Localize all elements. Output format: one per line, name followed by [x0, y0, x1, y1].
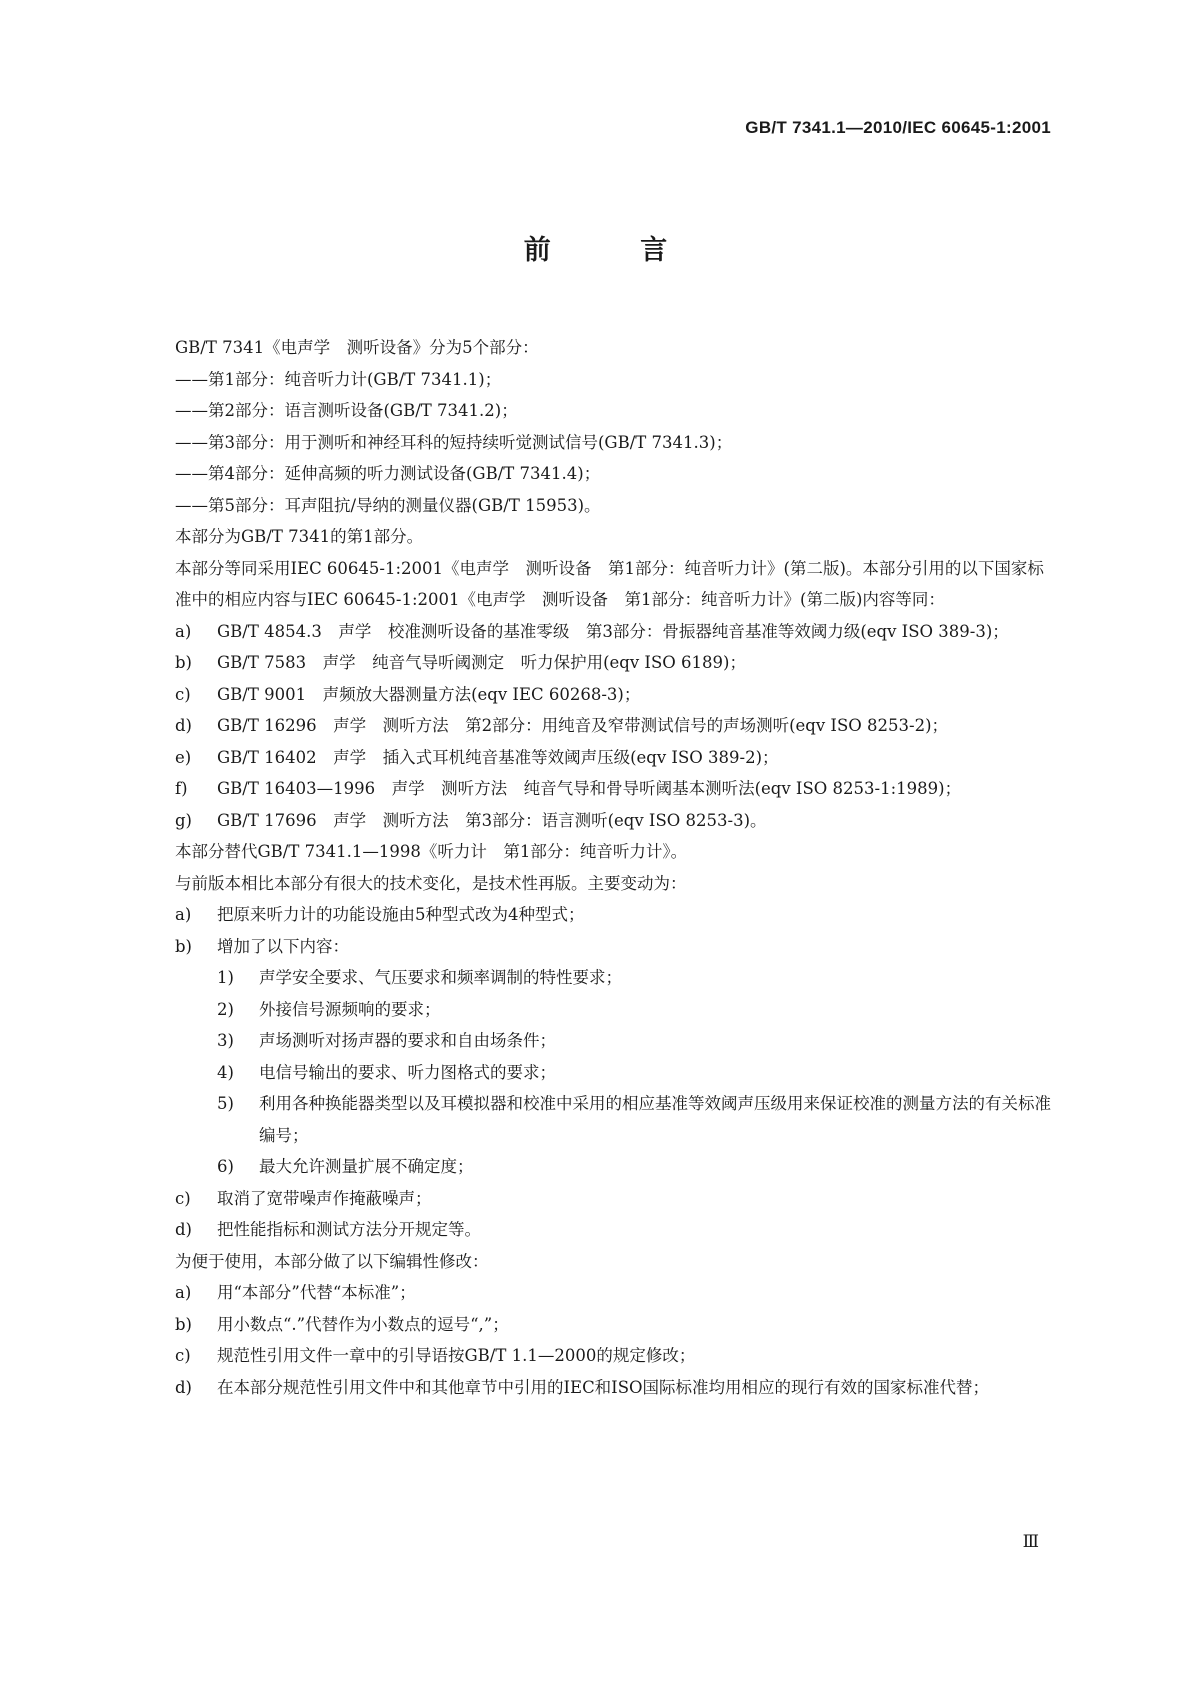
page-title: 前 言	[523, 235, 708, 266]
change-item: b) 增加了以下内容：	[175, 936, 349, 956]
foreword-body	[175, 332, 1055, 1403]
reference-item: g) GB/T 17696 声学 测听方法 第3部分：语言测听(eqv ISO 8253-3)。	[175, 810, 767, 830]
replacement-paragraph: 本部分替代GB/T 7341.1—1998《听力计 第1部分：纯音听力计》。	[175, 842, 688, 861]
part-item: ——第4部分：延伸高频的听力测试设备(GB/T 7341.4)；	[175, 464, 601, 483]
reference-item: e) GB/T 16402 声学 插入式耳机纯音基准等效阈声压级(eqv ISO 389-2)；	[175, 747, 779, 767]
edit-item: c) 规范性引用文件一章中的引导语按GB/T 1.1—2000的规定修改；	[175, 1346, 696, 1365]
change-subitem: 4) 电信号输出的要求、听力图格式的要求；	[217, 1062, 556, 1082]
change-subitem: 2) 外接信号源频响的要求；	[217, 999, 441, 1019]
adoption-paragraph: 本部分等同采用IEC 60645-1:2001《电声学 测听设备 第1部分：纯音听力计》(第二版)。本部分引用的以下国家标准中的相应内容与IEC 60645-1:2001《电声学 测听设备 第1部分：纯音听力计》(第二版)内容等同：	[175, 558, 1044, 609]
part-item: ——第1部分：纯音听力计(GB/T 7341.1)；	[175, 369, 502, 389]
change-item: d) 把性能指标和测试方法分开规定等。	[175, 1220, 481, 1239]
part-item: ——第3部分：用于测听和神经耳科的短持续听觉测试信号(GB/T 7341.3)；	[175, 432, 733, 452]
change-subitem: 3) 声场测听对扬声器的要求和自由场条件；	[217, 1031, 556, 1050]
part-item: ——第5部分：耳声阻抗/导纳的测量仪器(GB/T 15953)。	[175, 495, 601, 515]
page-number: Ⅲ	[1022, 1532, 1039, 1552]
change-subitem: 1) 声学安全要求、气压要求和频率调制的特性要求；	[217, 968, 622, 987]
edit-item: b) 用小数点“.”代替作为小数点的逗号“,”；	[175, 1314, 509, 1334]
this-part-paragraph: 本部分为GB/T 7341的第1部分。	[175, 527, 424, 546]
reference-item: d) GB/T 16296 声学 测听方法 第2部分：用纯音及窄带测试信号的声场测听(eqv ISO 8253-2)；	[175, 716, 949, 735]
part-item: ——第2部分：语言测听设备(GB/T 7341.2)；	[175, 401, 518, 420]
change-item: a) 把原来听力计的功能设施由5种型式改为4种型式；	[175, 905, 585, 924]
reference-item: a) GB/T 4854.3 声学 校准测听设备的基准零级 第3部分：骨振器纯音基准等效阈力级(eqv ISO 389-3)；	[175, 621, 1009, 641]
edit-item: d) 在本部分规范性引用文件中和其他章节中引用的IEC和ISO国际标准均用相应的现行有效的国家标准代替；	[175, 1377, 990, 1397]
standard-code-header: GB/T 7341.1—2010/IEC 60645-1:2001	[745, 118, 1051, 137]
change-item: c) 取消了宽带噪声作掩蔽噪声；	[175, 1188, 432, 1208]
edit-item: a) 用“本部分”代替“本标准”；	[175, 1283, 416, 1302]
reference-item: c) GB/T 9001 声频放大器测量方法(eqv IEC 60268-3)；	[175, 684, 641, 704]
change-subitem: 5) 利用各种换能器类型以及耳模拟器和校准中采用的相应基准等效阈声压级用来保证校准的测量方法的有关标准编号；	[217, 1094, 1051, 1145]
edits-intro: 为便于使用，本部分做了以下编辑性修改：	[175, 1251, 489, 1271]
reference-item: f) GB/T 16403—1996 声学 测听方法 纯音气导和骨导听阈基本测听法(eqv ISO 8253-1:1989)；	[175, 779, 962, 798]
reference-item: b) GB/T 7583 声学 纯音气导听阈测定 听力保护用(eqv ISO 6189)；	[175, 653, 746, 672]
intro-paragraph: GB/T 7341《电声学 测听设备》分为5个部分：	[175, 338, 539, 357]
change-subitem: 6) 最大允许测量扩展不确定度；	[217, 1157, 474, 1176]
changes-intro: 与前版本相比本部分有很大的技术变化，是技术性再版。主要变动为：	[175, 873, 687, 893]
